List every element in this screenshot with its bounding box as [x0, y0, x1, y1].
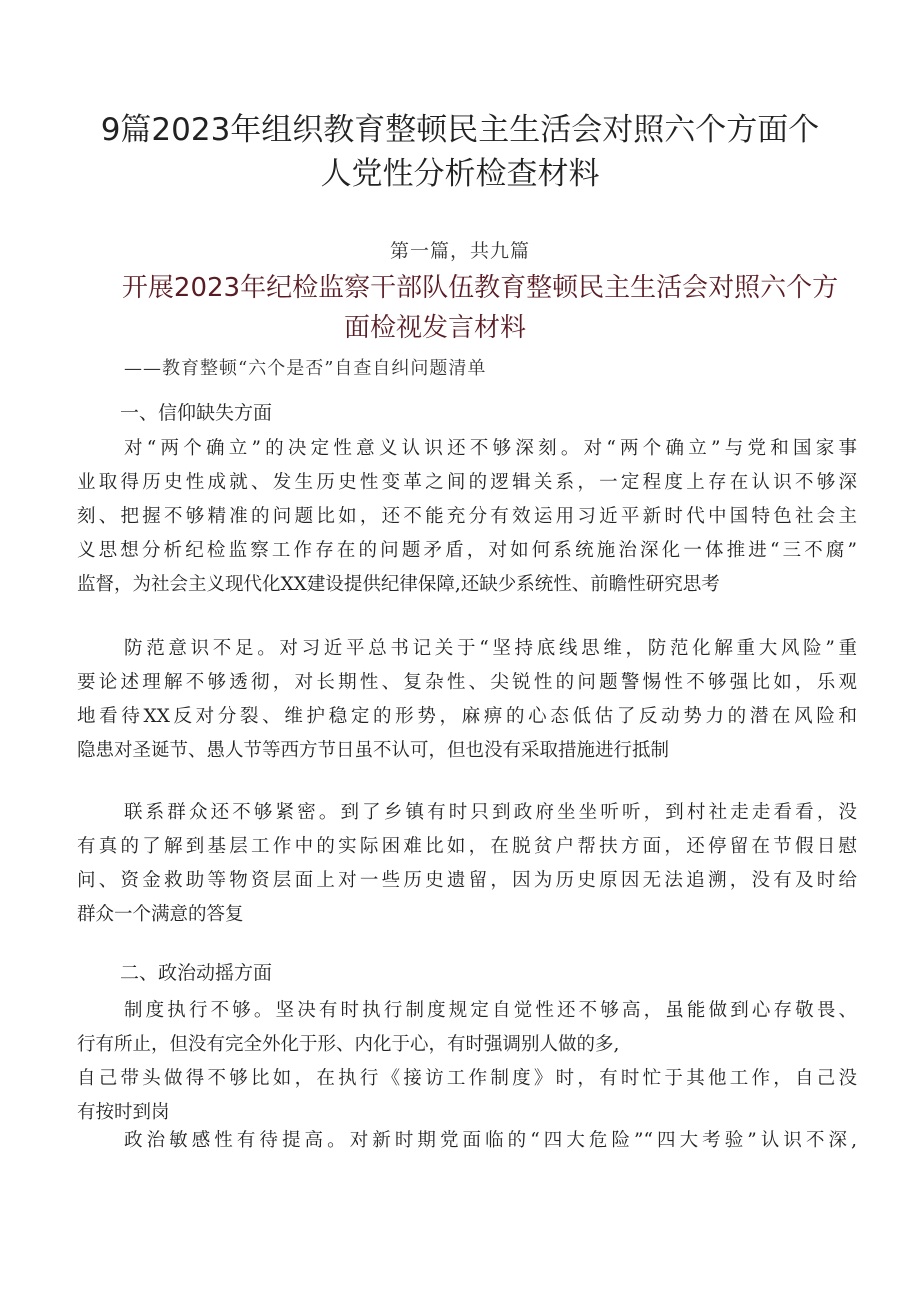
paragraph-line: 监督，为社会主义现代化XX建设提供纪律保障,还缺少系统性、前瞻性研究思考 — [77, 574, 720, 595]
paragraph-line: 刻、把握不够精准的问题比如，还不能充分有效运用习近平新时代中国特色社会主 — [77, 506, 857, 527]
paragraph-line: 隐患对圣诞节、愚人节等西方节日虽不认可，但也没有采取措施进行抵制 — [77, 740, 670, 761]
paragraph-line: 群众一个满意的答复 — [77, 904, 244, 925]
section-heading-2: 二、政治动摇方面 — [120, 962, 273, 984]
paragraph-line: 行有所止，但没有完全外化于形、内化于心，有时强调别人做的多, — [77, 1034, 620, 1055]
subtitle-line-1: 开展2023年纪检监察干部队伍教育整顿民主生活会对照六个方 — [121, 273, 839, 303]
part-label: 第一篇，共九篇 — [389, 240, 530, 262]
paragraph-line: 政治敏感性有待提高。对新时期党面临的“四大危险”“四大考验”认识不深, — [124, 1130, 857, 1151]
paragraph-line: 业取得历史性成就、发生历史性变革之间的逻辑关系，一定程度上存在认识不够深 — [77, 472, 857, 493]
paragraph-line: 对“两个确立”的决定性意义认识还不够深刻。对“两个确立”与党和国家事 — [124, 438, 857, 459]
paragraph-line: 问、资金救助等物资层面上对一些历史遗留，因为历史原因无法追溯，没有及时给 — [77, 870, 857, 891]
paragraph-line: 制度执行不够。坚决有时执行制度规定自觉性还不够高，虽能做到心存敬畏、 — [124, 1000, 857, 1021]
paragraph-1 — [77, 432, 857, 602]
paragraph-5 — [77, 1124, 857, 1158]
paragraph-line: 要论述理解不够透彻，对长期性、复杂性、尖锐性的问题警惕性不够强比如，乐观 — [77, 672, 857, 693]
checklist-subheading: ——教育整顿“六个是否”自查自纠问题清单 — [124, 358, 487, 379]
document-title — [60, 108, 860, 196]
paragraph-line: 自己带头做得不够比如，在执行《接访工作制度》时，有时忙于其他工作，自己没 — [77, 1068, 857, 1089]
paragraph-line: 义思想分析纪检监察工作存在的问题矛盾，对如何系统施治深化一体推进“三不腐” — [77, 540, 857, 561]
paragraph-3 — [77, 796, 857, 932]
paragraph-line: 联系群众还不够紧密。到了乡镇有时只到政府坐坐听听，到村社走走看看，没 — [124, 802, 857, 823]
subtitle-line-2: 面检视发言材料 — [343, 313, 526, 343]
title-line-1: 9篇2023年组织教育整顿民主生活会对照六个方面个 — [100, 112, 820, 148]
paragraph-line: 有真的了解到基层工作中的实际困难比如，在脱贫户帮扶方面，还停留在节假日慰 — [77, 836, 857, 857]
paragraph-line: 防范意识不足。对习近平总书记关于“坚持底线思维，防范化解重大风险”重 — [124, 638, 857, 659]
article-subtitle — [80, 268, 880, 348]
title-line-2: 人党性分析检查材料 — [320, 156, 600, 192]
section-heading-1: 一、信仰缺失方面 — [120, 402, 273, 424]
paragraph-4 — [77, 994, 857, 1130]
paragraph-line: 有按时到岗 — [77, 1102, 170, 1123]
paragraph-line: 地看待XX反对分裂、维护稳定的形势，麻痹的心态低估了反动势力的潜在风险和 — [77, 706, 857, 727]
paragraph-2 — [77, 632, 857, 768]
